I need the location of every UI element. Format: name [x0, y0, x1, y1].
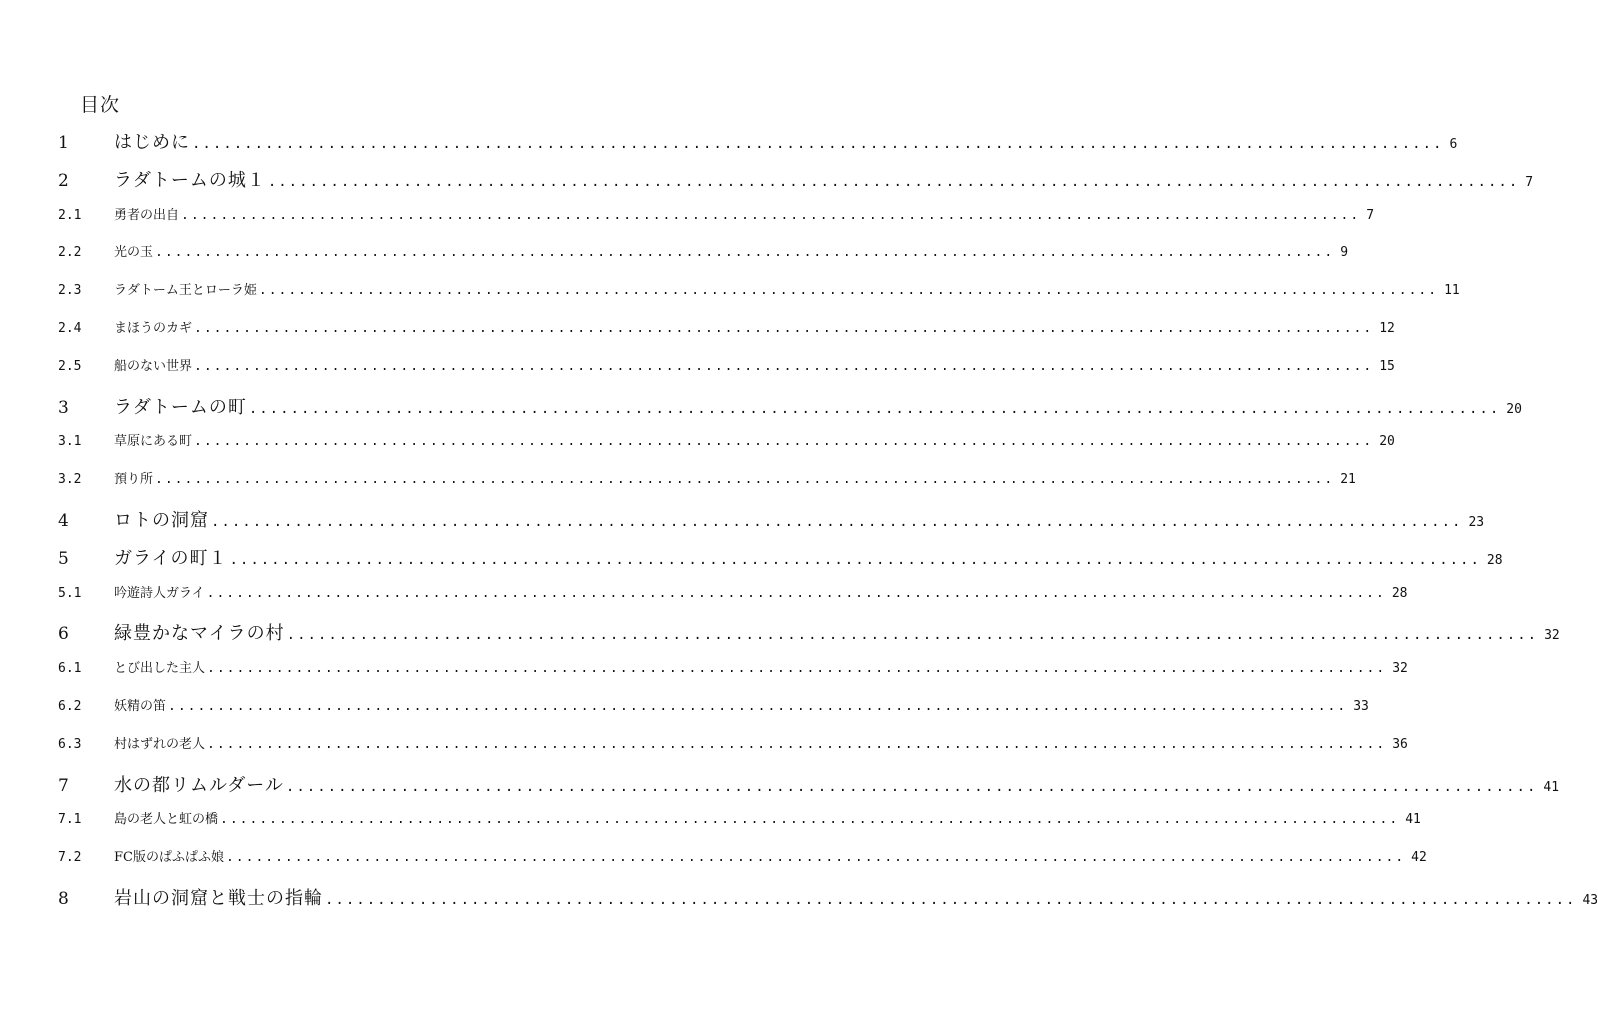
toc-entry-number: 2.1: [58, 207, 82, 223]
toc-entry-number: 2: [58, 170, 69, 191]
toc-entry-title: 船のない世界: [114, 358, 193, 374]
toc-entry-number: 2.2: [58, 245, 82, 261]
toc-entry-number: 7.1: [58, 812, 82, 828]
toc-entry-title: 勇者の出自: [114, 207, 180, 223]
toc-entry-title: 吟遊詩人ガライ: [114, 585, 205, 601]
toc-entry[interactable]: [58, 657, 1408, 695]
toc-leader-dots: ........................................................................................................................: [207, 736, 1387, 752]
toc-entry-title: 村はずれの老人: [114, 736, 206, 752]
toc-entry-number: 5.1: [58, 585, 82, 601]
toc-entry-title: とび出した主人: [114, 661, 206, 677]
toc-leader-dots: ........................................................................................................................: [229, 551, 1481, 568]
toc-entry-title: 光の玉: [114, 245, 154, 261]
toc-entry-title: まほうのカギ: [114, 320, 193, 336]
toc-entry[interactable]: [58, 619, 1560, 657]
toc-entry-number: 6.3: [58, 736, 82, 752]
toc-entry[interactable]: [58, 808, 1421, 846]
toc-leader-dots: ........................................................................................................................: [155, 245, 1335, 261]
toc-leader-dots: ........................................................................................................................: [285, 778, 1538, 795]
toc-entry-number: 7.2: [58, 850, 82, 866]
toc-entry-title: ラダトームの城１: [114, 169, 266, 191]
toc-entry-number: 4: [58, 510, 69, 531]
toc-leader-dots: ........................................................................................................................: [286, 627, 1539, 644]
toc-entry-title: 島の老人と虹の橋: [114, 812, 219, 828]
toc-entry[interactable]: [58, 241, 1349, 279]
toc-entry-page: 33: [1353, 698, 1369, 714]
toc-entry-title: はじめに: [114, 132, 190, 153]
toc-entry-number: 6.2: [58, 698, 82, 714]
toc-entry[interactable]: [58, 884, 1598, 922]
toc-entry-number: 1: [58, 133, 69, 153]
toc-entry[interactable]: [58, 204, 1375, 242]
toc-entry-page: 7: [1525, 174, 1534, 190]
toc-entry[interactable]: [58, 430, 1395, 468]
toc-entry-number: 6: [58, 624, 69, 645]
toc-entry-title: ガライの町１: [114, 547, 228, 569]
toc-entry[interactable]: [58, 279, 1460, 317]
toc-entry[interactable]: [58, 355, 1395, 393]
toc-entry[interactable]: [58, 544, 1503, 582]
toc-entry-title: 預り所: [114, 472, 154, 488]
toc-entry-title: 妖精の笛: [114, 698, 167, 714]
toc-entry[interactable]: [58, 317, 1395, 355]
toc-entry[interactable]: [58, 128, 1458, 166]
toc-leader-dots: ........................................................................................................................: [194, 434, 1374, 450]
toc-entry-number: 5: [58, 548, 69, 569]
toc-entry-number: 2.4: [58, 320, 82, 336]
toc-entry-page: 41: [1405, 812, 1421, 828]
toc-entry-title: 緑豊かなマイラの村: [114, 623, 285, 645]
toc-leader-dots: ........................................................................................................................: [194, 320, 1374, 336]
toc-leader-dots: ........................................................................................................................: [194, 358, 1374, 374]
toc-leader-dots: ........................................................................................................................: [181, 207, 1361, 223]
toc-entry[interactable]: [58, 506, 1485, 544]
toc-entry-title: 岩山の洞窟と戦士の指輪: [114, 887, 323, 909]
toc-leader-dots: ........................................................................................................................: [207, 661, 1387, 677]
toc-leader-dots: ........................................................................................................................: [325, 891, 1577, 908]
toc-entry-number: 3.1: [58, 434, 82, 450]
toc-entry-page: 43: [1582, 892, 1598, 908]
toc-entry[interactable]: [58, 468, 1356, 506]
toc-entry[interactable]: [58, 846, 1427, 884]
toc-leader-dots: ........................................................................................................................: [220, 812, 1400, 828]
toc-entry-page: 6: [1449, 137, 1458, 152]
toc-entry-page: 7: [1366, 207, 1375, 223]
toc-entry[interactable]: [58, 695, 1369, 733]
toc-entry-page: 9: [1340, 245, 1349, 261]
toc-entry-page: 36: [1392, 736, 1408, 752]
toc-entry-page: 23: [1468, 514, 1485, 530]
toc-entry-number: 6.1: [58, 661, 82, 677]
toc-entry[interactable]: [58, 582, 1408, 620]
toc-entry-number: 7: [58, 775, 69, 796]
toc-entry[interactable]: [58, 393, 1522, 431]
toc-entry-page: 28: [1391, 585, 1408, 601]
toc-entry-number: 3.2: [58, 472, 82, 488]
toc-leader-dots: ........................................................................................................................: [248, 400, 1501, 417]
toc-entry-title: ラダトーム王とローラ姫: [114, 283, 257, 299]
toc-entry-page: 20: [1506, 401, 1522, 417]
toc-entry-page: 28: [1486, 552, 1503, 568]
toc-entry-number: 8: [58, 888, 69, 909]
toc-entry-page: 21: [1340, 472, 1356, 488]
toc-entry-title: FC版のぱふぱふ娘: [114, 850, 224, 866]
toc-entry-page: 20: [1379, 434, 1395, 450]
toc-leader-dots: ........................................................................................................................: [225, 850, 1406, 866]
toc-entry-number: 3: [58, 397, 69, 418]
toc-entry-number: 2.5: [58, 358, 82, 374]
toc-entry-page: 32: [1544, 628, 1560, 644]
toc-entry[interactable]: [58, 166, 1534, 204]
toc-leader-dots: ........................................................................................................................: [155, 472, 1335, 488]
toc-entry-number: 2.3: [58, 283, 82, 299]
toc-entry-title: 草原にある町: [114, 434, 193, 450]
toc-leader-dots: ........................................................................................................................: [258, 283, 1439, 299]
toc-leader-dots: ........................................................................................................................: [192, 136, 1444, 152]
toc-entry[interactable]: [58, 771, 1560, 809]
toc-entry-page: 42: [1411, 850, 1427, 866]
toc-entry[interactable]: [58, 733, 1408, 771]
toc-entry-title: ロトの洞窟: [114, 509, 209, 531]
toc-leader-dots: ........................................................................................................................: [168, 698, 1348, 714]
toc-entry-title: 水の都リムルダール: [114, 774, 284, 796]
toc-entry-page: 41: [1543, 779, 1560, 795]
toc-leader-dots: ........................................................................................................................: [267, 173, 1520, 190]
toc-leader-dots: ........................................................................................................................: [206, 585, 1386, 601]
toc-entry-page: 15: [1379, 358, 1395, 374]
toc-entry-page: 32: [1392, 661, 1408, 677]
table-of-contents: [58, 128, 1598, 922]
toc-entry-page: 11: [1444, 283, 1460, 299]
toc-entry-page: 12: [1379, 320, 1395, 336]
toc-title: 目次: [80, 94, 121, 116]
toc-entry-title: ラダトームの町: [114, 396, 247, 418]
toc-leader-dots: ........................................................................................................................: [211, 513, 1463, 530]
